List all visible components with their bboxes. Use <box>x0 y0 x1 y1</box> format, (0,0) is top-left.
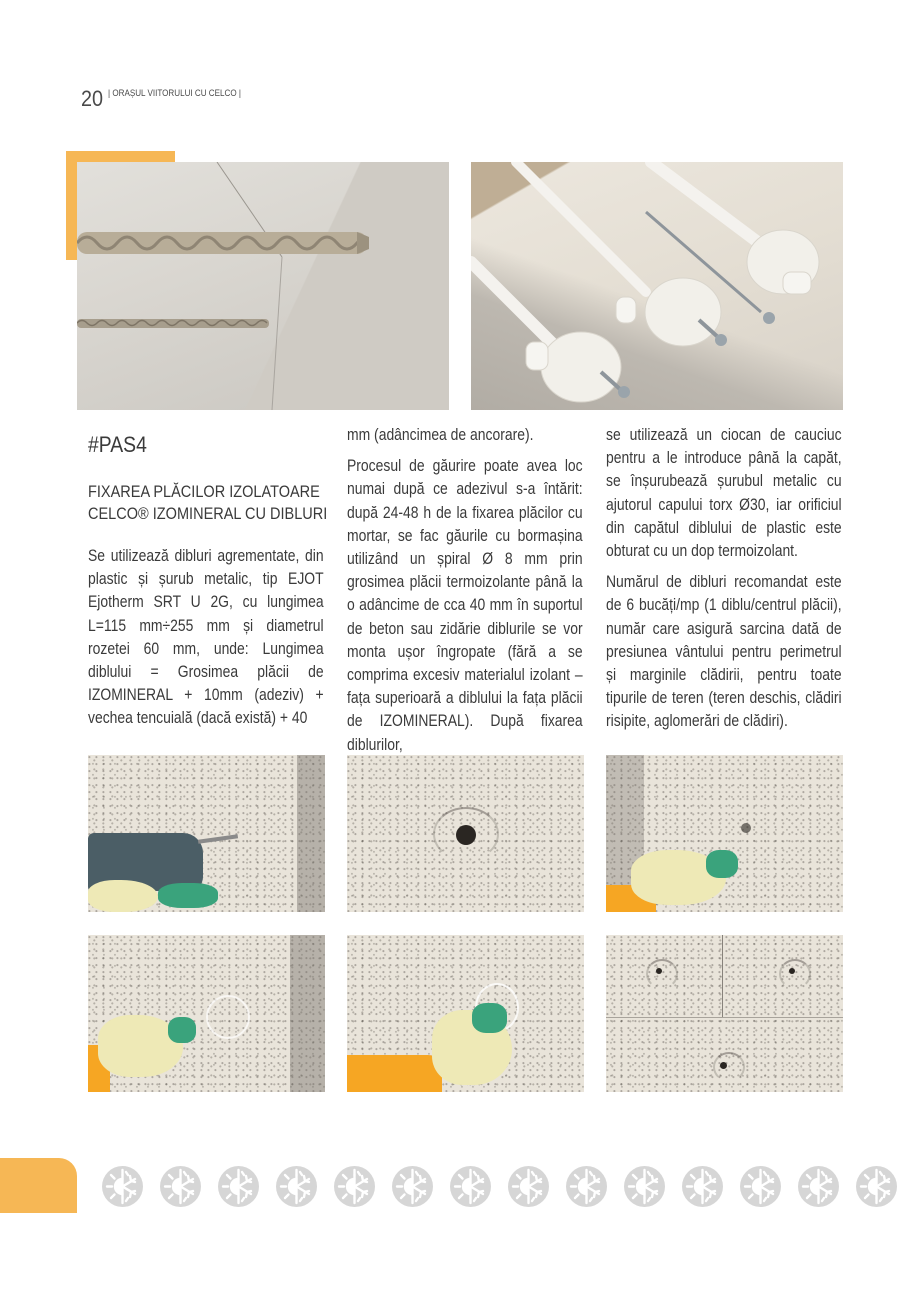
text-column-1 <box>88 545 324 731</box>
running-title: | ORAȘUL VIITORULUI CU CELCO | <box>108 88 241 99</box>
sun-snowflake-icon <box>624 1166 665 1207</box>
photo-drill-bits <box>77 162 449 410</box>
sun-snowflake-icon <box>276 1166 317 1207</box>
footer-icon-row <box>0 1166 920 1208</box>
step-tag <box>88 432 155 458</box>
sun-snowflake-icon <box>450 1166 491 1207</box>
step-title <box>88 481 360 525</box>
sun-snowflake-icon <box>334 1166 375 1207</box>
sun-snowflake-icon <box>798 1166 839 1207</box>
sun-snowflake-icon <box>508 1166 549 1207</box>
sun-snowflake-icon <box>218 1166 259 1207</box>
drill-bits-illustration <box>77 162 449 410</box>
step-tag-text: #PAS4 <box>88 432 147 457</box>
sun-snowflake-icon <box>566 1166 607 1207</box>
step-title-line2: CELCO® IZOMINERAL CU DIBLURI <box>88 505 328 523</box>
paragraph-drilling-process: Procesul de găurire poate avea loc numai după ce adezivul s-a întărit: după 24-48 h de la fixarea plăcilor cu mortar, se fac găurile cu bormașina utilizând un șpiral Ø 8 mm prin grosimea plăcii termoizolante până la o adâncime de cca 40 mm în suportul de beton sau zidărie diblurile se vor monta ușor îngropate (fără a se comprima excesiv materialul izolant – fața superioară a diblului la fața plăcii de IZOMINERAL). După fixarea diblurilor, <box>347 457 583 754</box>
photo-inserting-dowel <box>606 755 843 912</box>
sun-snowflake-icon <box>682 1166 723 1207</box>
text-column-2 <box>347 424 583 757</box>
sun-snowflake-icon <box>856 1166 897 1207</box>
sun-snowflake-icon <box>160 1166 201 1207</box>
dowels-illustration <box>471 162 843 410</box>
paragraph-anchoring-depth: mm (adâncimea de ancorare). <box>347 426 534 444</box>
sun-snowflake-icon <box>392 1166 433 1207</box>
text-column-3 <box>606 424 842 734</box>
photo-dowels <box>471 162 843 410</box>
drill-bit <box>198 834 238 844</box>
photo-drilling <box>88 755 325 912</box>
page-number: 20 <box>81 86 104 111</box>
sun-snowflake-icon <box>102 1166 143 1207</box>
step-title-line1: FIXAREA PLĂCILOR IZOLATOARE <box>88 483 320 501</box>
paragraph-dowel-spec: Se utilizează dibluri agrementate, din plastic și șurub metalic, tip EJOT Ejotherm SRT U 2G, cu lungimea L=115 mm÷255 mm și diametrul rozetei 60 mm, unde: Lungimea diblului = Grosimea plăcii de IZOMINERAL + 10mm (adeziv) + vechea tencuială (dacă există) + 40 <box>88 547 324 728</box>
paragraph-fixing-dowels: se utilizează un ciocan de cauciuc pentru a le introduce până la capăt, se înșurubează șurubul metalic cu ajutorul capului torx Ø30, iar orificiul din capătul diblului de plastic este obturat cu un dop termoizolant. <box>606 426 842 561</box>
paragraph-dowel-count: Numărul de dibluri recomandat este de 6 bucăți/mp (1 diblu/centrul plăcii), număr care asigură sarcina dată de presiunea vântului pentru perimetrul și marginile clădirii, pentru toate tipurile de teren (teren deschis, clădiri risipite, aglomerări de clădiri). <box>606 573 842 731</box>
photo-dowel-pattern <box>606 935 843 1092</box>
photo-placing-dowel <box>88 935 325 1092</box>
sun-snowflake-icon <box>740 1166 781 1207</box>
photo-pressing-dowel <box>347 935 584 1092</box>
photo-drilled-hole <box>347 755 584 912</box>
